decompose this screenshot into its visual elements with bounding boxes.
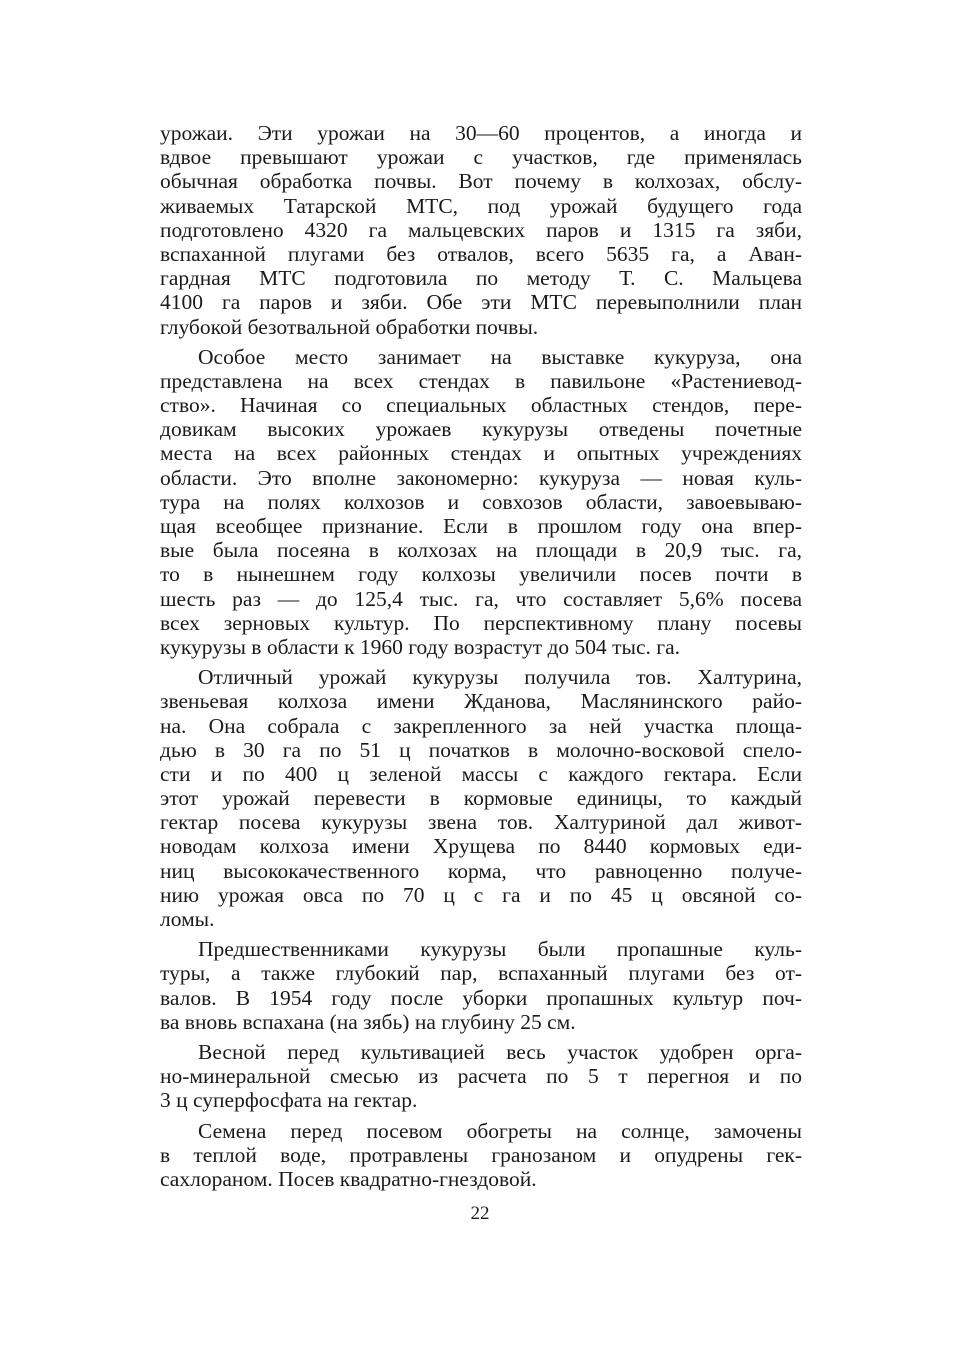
text-line: подготовлено 4320 га мальцевских паров и 1315 га зяби, bbox=[160, 217, 802, 242]
paragraph bbox=[160, 665, 802, 931]
text-line: глубокой безотвальной обработки почвы. bbox=[160, 314, 539, 339]
text-line: урожаи. Эти урожаи на 30—60 процентов, а иногда и bbox=[160, 121, 802, 145]
text-line: сти и по 400 ц зеленой массы с каждого гектара. Если bbox=[160, 761, 802, 786]
text-line: ниц высококачественного корма, что равноценно получе- bbox=[160, 858, 802, 883]
paragraph bbox=[160, 345, 802, 659]
text-line: вдвое превышают урожаи с участков, где применялась bbox=[160, 145, 802, 170]
text-line: обычная обработка почвы. Вот почему в колхозах, обслу- bbox=[160, 169, 802, 194]
text-line: но-минеральной смесью из расчета по 5 т перегноя и по bbox=[160, 1064, 802, 1089]
text-line: новодам колхоза имени Хрущева по 8440 кормовых еди- bbox=[160, 834, 802, 859]
text-line: Предшественниками кукурузы были пропашные куль- bbox=[198, 937, 802, 962]
text-line: то в нынешнем году колхозы увеличили посев почти в bbox=[160, 562, 802, 587]
text-line: места на всех районных стендах и опытных учреждениях bbox=[160, 441, 802, 466]
text-line: области. Это вполне закономерно: кукуруза — новая куль- bbox=[160, 465, 802, 490]
text-line: ство». Начиная со специальных областных стендов, пере- bbox=[160, 393, 802, 418]
text-line: тура на полях колхозов и совхозов области, завоевываю- bbox=[160, 489, 802, 514]
text-line: Весной перед культивацией весь участок удобрен орга- bbox=[198, 1039, 802, 1064]
text-line: всех зерновых культур. По перспективному плану посевы bbox=[160, 610, 802, 635]
text-line: дью в 30 га по 51 ц початков в молочно-восковой спело- bbox=[160, 737, 802, 762]
text-line: довикам высоких урожаев кукурузы отведены почетные bbox=[160, 417, 802, 442]
text-line: живаемых Татарской МТС, под урожай будущего года bbox=[160, 193, 802, 218]
text-line: валов. В 1954 году после уборки пропашных культур поч- bbox=[160, 985, 802, 1010]
text-line: туры, а также глубокий пар, вспаханный плугами без от- bbox=[160, 961, 802, 986]
text-line: Отличный урожай кукурузы получила тов. Халтурина, bbox=[198, 665, 802, 690]
text-line: Особое место занимает на выставке кукуруза, она bbox=[198, 344, 802, 369]
text-line: нию урожая овса по 70 ц с га и по 45 ц овсяной со- bbox=[160, 882, 802, 907]
paragraph bbox=[160, 1040, 802, 1113]
text-line: щая всеобщее признание. Если в прошлом году она впер- bbox=[160, 514, 802, 538]
text-line: гектар посева кукурузы звена тов. Халтуриной дал живот- bbox=[160, 810, 802, 835]
text-line: вспаханной плугами без отвалов, всего 5635 га, а Аван- bbox=[160, 241, 802, 266]
text-line: вые была посеяна в колхозах на площади в 20,9 тыс. га, bbox=[160, 538, 802, 563]
text-line: ва вновь вспахана (на зябь) на глубину 25 см. bbox=[160, 1009, 576, 1034]
page-number: 22 bbox=[470, 1203, 490, 1224]
text-line: на. Она собрала с закрепленного за ней участка площа- bbox=[160, 713, 802, 738]
text-line: в теплой воде, протравлены гранозаном и опудрены гек- bbox=[160, 1142, 802, 1167]
text-line: представлена на всех стендах в павильоне «Растениевод- bbox=[160, 368, 802, 393]
text-line: Семена перед посевом обогреты на солнце, замочены bbox=[198, 1118, 802, 1143]
text-line: гардная МТС подготовила по методу Т. С. Мальцева bbox=[160, 266, 802, 291]
paragraph bbox=[160, 121, 802, 339]
paragraph bbox=[160, 937, 802, 1034]
text-line: шесть раз — до 125,4 тыс. га, что составляет 5,6% посева bbox=[160, 586, 802, 611]
text-line: сахлораном. Посев квадратно-гнездовой. bbox=[160, 1166, 537, 1191]
text-line: кукурузы в области к 1960 году возрастут до 504 тыс. га. bbox=[160, 634, 681, 659]
paragraph bbox=[160, 1119, 802, 1192]
text-line: этот урожай перевести в кормовые единицы, то каждый bbox=[160, 786, 802, 811]
text-line: 3 ц суперфосфата на гектар. bbox=[160, 1088, 418, 1113]
text-line: 4100 га паров и зяби. Обе эти МТС перевыполнили план bbox=[160, 290, 802, 315]
body-text bbox=[160, 121, 802, 1191]
text-line: ломы. bbox=[160, 907, 215, 931]
text-line: звеньевая колхоза имени Жданова, Маслянинского райо- bbox=[160, 689, 802, 714]
